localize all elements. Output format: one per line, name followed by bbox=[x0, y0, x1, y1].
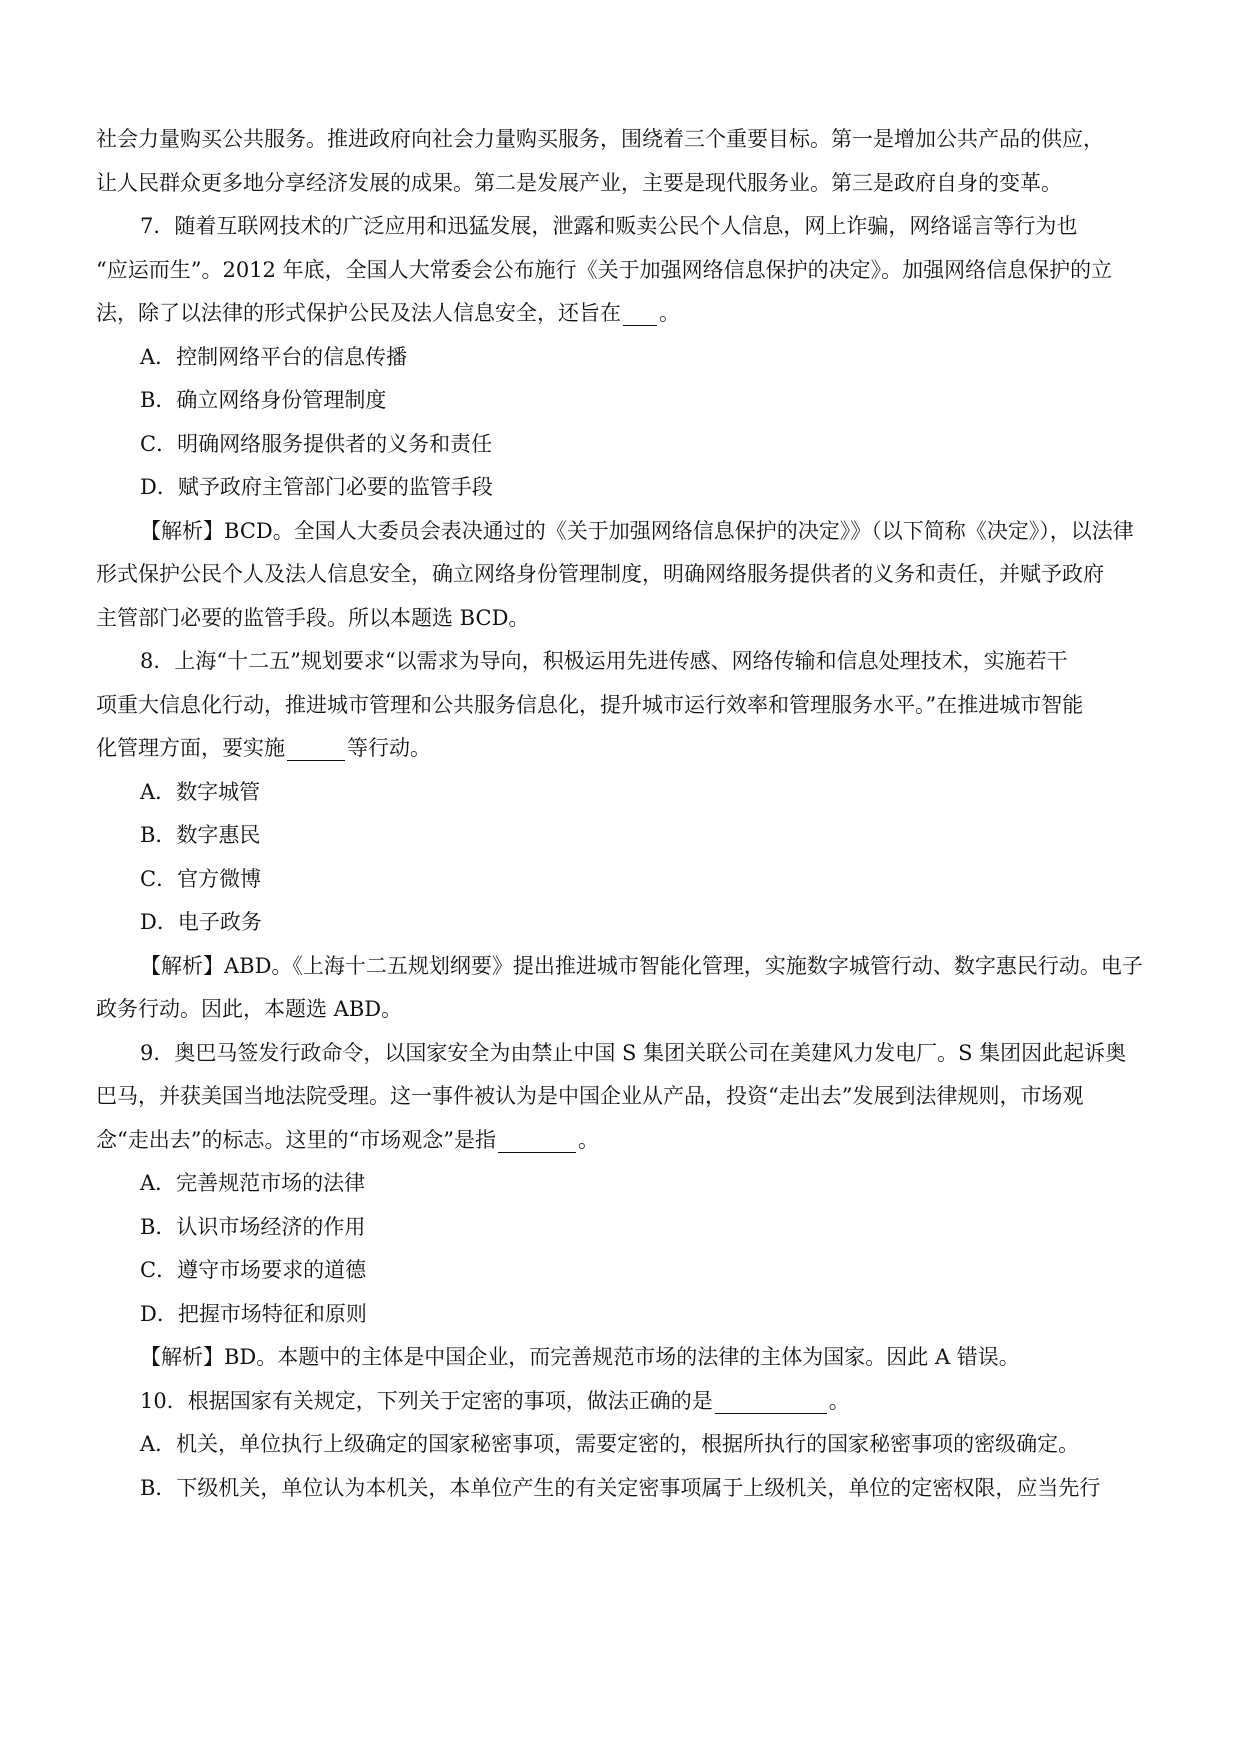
q10-stem-text: 10．根据国家有关规定，下列关于定密的事项，做法正确的是 bbox=[140, 1388, 713, 1413]
q9-stem-line-2: 巴马，并获美国当地法院受理。这一事件被认为是中国企业从产品，投资“走出去”发展到法律规则，市场观 bbox=[96, 1084, 1084, 1108]
q7-option-c: C．明确网络服务提供者的义务和责任 bbox=[140, 431, 493, 456]
q9-answer-blank bbox=[498, 1130, 576, 1153]
intro-line-1: 社会力量购买公共服务。推进政府向社会力量购买服务，围绕着三个重要目标。第一是增加公共产品的供应， bbox=[96, 127, 1104, 151]
q10-option-a: A．机关，单位执行上级确定的国家秘密事项，需要定密的，根据所执行的国家秘密事项的密级确定。 bbox=[140, 1432, 1080, 1456]
q8-answer-blank bbox=[287, 738, 345, 761]
q9-option-a: A．完善规范市场的法律 bbox=[140, 1171, 366, 1195]
q8-option-b: B．数字惠民 bbox=[140, 823, 261, 847]
q9-stem-end: 。 bbox=[577, 1127, 599, 1152]
q7-answer-blank bbox=[623, 303, 657, 326]
q7-stem-end: 。 bbox=[659, 301, 680, 325]
q7-option-d: D．赋予政府主管部门必要的监管手段 bbox=[140, 475, 493, 499]
q7-analysis-line-2: 形式保护公民个人及法人信息安全，确立网络身份管理制度，明确网络服务提供者的义务和责任，并赋予政府 bbox=[96, 562, 1104, 586]
q8-stem-line-3 bbox=[96, 727, 1150, 771]
intro-line-2: 让人民群众更多地分享经济发展的成果。第二是发展产业，主要是现代服务业。第三是政府自身的变革。 bbox=[96, 170, 1062, 195]
q8-analysis-line-2: 政务行动。因此，本题选 ABD。 bbox=[96, 997, 403, 1021]
q7-analysis-line-3: 主管部门必要的监管手段。所以本题选 BCD。 bbox=[96, 605, 530, 630]
q10-answer-blank bbox=[715, 1391, 827, 1414]
q7-analysis-line-1: 【解析】BCD。全国人大委员会表决通过的《关于加强网络信息保护的决定》》（以下简称《决定》），以法律 bbox=[140, 518, 1134, 543]
q10-stem-end: 。 bbox=[828, 1388, 850, 1413]
q8-stem-line-2: 项重大信息化行动，推进城市管理和公共服务信息化，提升城市运行效率和管理服务水平。”在推进城市智能 bbox=[96, 692, 1084, 717]
q9-stem-text: 念“走出去”的标志。这里的“市场观念”是指 bbox=[96, 1127, 496, 1152]
q7-stem-line-3 bbox=[96, 292, 1150, 336]
q7-option-b: B．确立网络身份管理制度 bbox=[140, 388, 387, 412]
q8-option-c: C．官方微博 bbox=[140, 866, 262, 891]
q7-option-a: A．控制网络平台的信息传播 bbox=[140, 344, 408, 369]
q10-stem-line-1 bbox=[96, 1380, 1150, 1424]
q10-option-b: B．下级机关，单位认为本机关，本单位产生的有关定密事项属于上级机关，单位的定密权限，应当先行 bbox=[140, 1475, 1101, 1500]
q8-option-a: A．数字城管 bbox=[140, 779, 261, 804]
q8-stem-line-1: 8．上海“十二五”规划要求“以需求为导向，积极运用先进传感、网络传输和信息处理技术，实施若干 bbox=[140, 649, 1068, 673]
q8-stem-text: 化管理方面，要实施 bbox=[96, 736, 285, 760]
q9-stem-line-3 bbox=[96, 1119, 1150, 1163]
q9-stem-line-1: 9．奥巴马签发行政命令，以国家安全为由禁止中国 S 集团关联公司在美建风力发电厂。S 集团因此起诉奥 bbox=[140, 1040, 1127, 1065]
q9-option-c: C．遵守市场要求的道德 bbox=[140, 1258, 367, 1282]
q7-stem-line-1: 7．随着互联网技术的广泛应用和迅猛发展，泄露和贩卖公民个人信息，网上诈骗，网络谣言等行为也 bbox=[140, 214, 1078, 238]
q8-stem-end: 等行动。 bbox=[347, 736, 431, 760]
q9-option-d: D．把握市场特征和原则 bbox=[140, 1301, 367, 1326]
q7-stem-line-2: “应运而生”。2012 年底，全国人大常委会公布施行《关于加强网络信息保护的决定》。加强网络信息保护的立 bbox=[96, 257, 1113, 282]
q8-option-d: D．电子政务 bbox=[140, 910, 262, 934]
q9-option-b: B．认识市场经济的作用 bbox=[140, 1214, 366, 1239]
q9-analysis-line-1: 【解析】BD。本题中的主体是中国企业，而完善规范市场的法律的主体为国家。因此 A 错误。 bbox=[140, 1345, 1020, 1369]
q7-stem-text: 法，除了以法律的形式保护公民及法人信息安全，还旨在 bbox=[96, 301, 621, 325]
document-page bbox=[96, 118, 1150, 1510]
q8-analysis-line-1: 【解析】ABD。《上海十二五规划纲要》提出推进城市智能化管理，实施数字城管行动、数字惠民行动。电子 bbox=[140, 953, 1143, 978]
